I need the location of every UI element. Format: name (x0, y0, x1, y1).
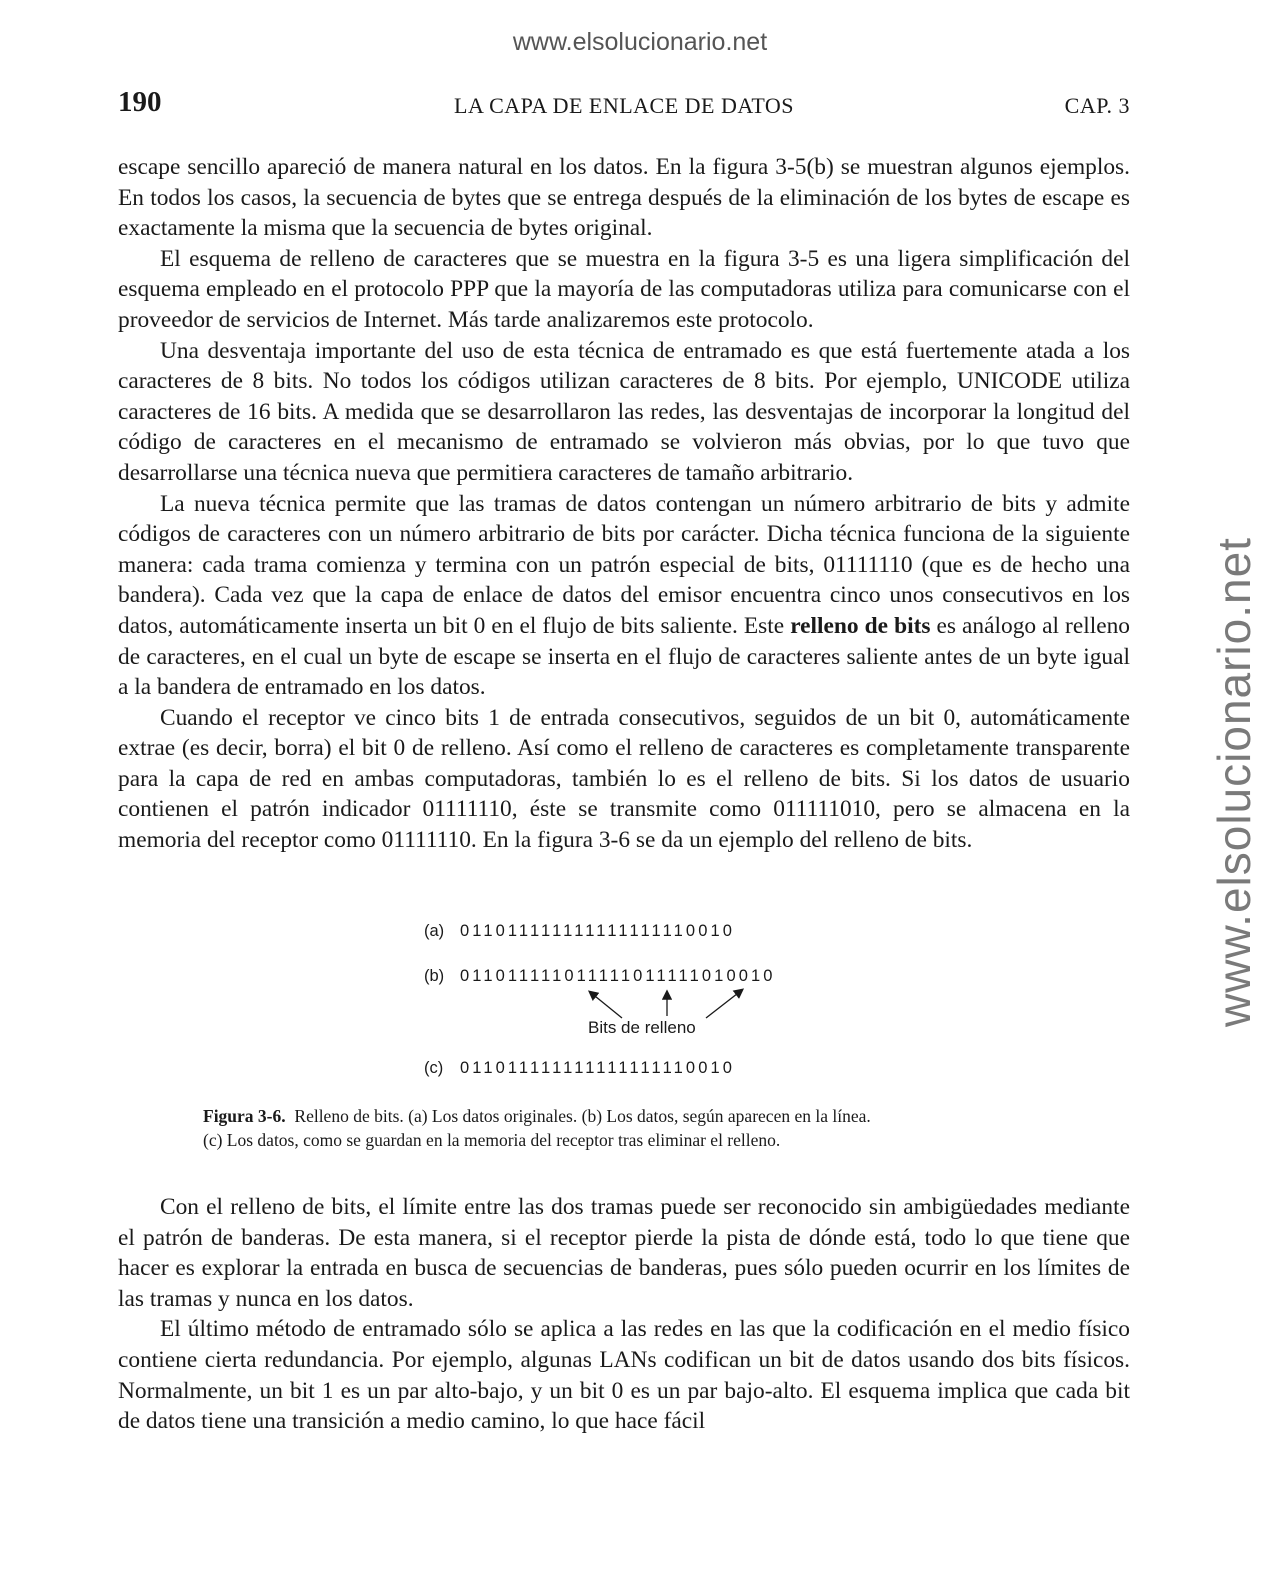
row-b-label: (b) (424, 967, 445, 985)
arrow-left (590, 992, 622, 1018)
row-b-bits: 011011111011111011111010010 (460, 967, 776, 985)
paragraph-7: El último método de entramado sólo se aplica a las redes en las que la codificación en el medio físico contiene cierta redundancia. Por ejemplo, algunas LANs codifican un bit de datos usando dos bits físicos. Normalmente, un bit 1 es un par alto-bajo, y un bit 0 es un par bajo-alto. El esquema implica que cada bit de datos tiene una transición a medio camino, lo que hace fácil (118, 1316, 1130, 1435)
watermark-side: www.elsolucionario.net (1208, 537, 1260, 1027)
caption-line-1 (203, 1104, 1083, 1128)
row-a-label: (a) (424, 922, 445, 940)
stuffed-bits-label: Bits de relleno (588, 1018, 696, 1037)
chapter-number: CAP. 3 (1064, 93, 1130, 118)
caption-figure-number: Figura 3-6. (203, 1106, 286, 1126)
paragraph-6: Con el relleno de bits, el límite entre las dos tramas puede ser reconocido sin ambigüedades mediante el patrón de banderas. De esta manera, si el receptor pierde la pista de dónde está, todo lo que tiene que hacer es explorar la entrada en busca de secuencias de banderas, pues sólo pueden ocurrir en los límites de las tramas y nunca en los datos. (118, 1194, 1130, 1312)
paragraph-4-end: es análogo al relleno de caracteres, en el cual un byte de escape se inserta en el flujo de caracteres saliente antes de un byte igual a la bandera de entramado en los datos. (118, 612, 1130, 701)
paragraph-4-start: La nueva técnica permite que las tramas de datos contengan un número arbitrario de bits y admite códigos de caracteres con un número arbitrario de bits por carácter. Dicha técnica funciona de la siguiente manera: cada trama comienza y termina con un patrón especial de bits, 01111110 (que es de hecho una bandera). Cada vez que la capa de enlace de datos del emisor encuentra cinco unos consecutivos en los datos, automáticamente inserta un bit 0 en el flujo de bits saliente. Este (118, 490, 1130, 639)
page-number: 190 (118, 86, 162, 118)
caption-line-2: (c) Los datos, como se guardan en la memoria del receptor tras eliminar el relleno. (203, 1130, 781, 1150)
figure-3-6 (424, 918, 864, 1090)
arrow-right (706, 990, 742, 1018)
figure-row-c (424, 1059, 735, 1078)
paragraph-5: Cuando el receptor ve cinco bits 1 de entrada consecutivos, seguidos de un bit 0, automáticamente extrae (es decir, borra) el bit 0 de relleno. Así como el relleno de caracteres es completamente transparente para la capa de red en ambas computadoras, también lo es el relleno de bits. Si los datos de usuario contienen el patrón indicador 01111110, éste se transmite como 011111010, pero se almacena en la memoria del receptor como 01111110. En la figura 3-6 se da un ejemplo del relleno de bits. (118, 704, 1130, 854)
running-head (118, 86, 1130, 126)
paragraph-1: escape sencillo apareció de manera natural en los datos. En la figura 3-5(b) se muestran algunos ejemplos. En todos los casos, la secuencia de bytes que se entrega después de la eliminación de los bytes de escape es exactamente la misma que la secuencia de bytes original. (118, 154, 1130, 242)
figure-caption (203, 1104, 1083, 1152)
row-c-bits: 011011111111111111110010 (460, 1059, 736, 1077)
bit-stuffing-term: relleno de bits (790, 612, 931, 639)
body-text-bottom (118, 1192, 1130, 1437)
paragraph-3: Una desventaja importante del uso de esta técnica de entramado es que está fuertemente atada a los caracteres de 8 bits. No todos los códigos utilizan caracteres de 8 bits. Por ejemplo, UNICODE utiliza caracteres de 16 bits. A medida que se desarrollaron las redes, las desventajas de incorporar la longitud del código de caracteres en el mecanismo de entramado se volvieron más obvias, por lo que tuvo que desarrollarse una técnica nueva que permitiera caracteres de tamaño arbitrario. (118, 337, 1130, 486)
row-a-bits: 011011111111111111110010 (460, 922, 736, 940)
paragraph-4 (118, 489, 1130, 703)
paragraph-2: El esquema de relleno de caracteres que se muestra en la figura 3-5 es una ligera simplificación del esquema empleado en el protocolo PPP que la mayoría de las computadoras utiliza para comunicarse con el proveedor de servicios de Internet. Más tarde analizaremos este protocolo. (118, 245, 1130, 333)
row-c-label: (c) (424, 1059, 444, 1077)
watermark-top: www.elsolucionario.net (512, 28, 768, 56)
caption-text-1: Relleno de bits. (a) Los datos originales. (b) Los datos, según aparecen en la línea. (294, 1106, 871, 1126)
chapter-title: LA CAPA DE ENLACE DE DATOS (454, 93, 794, 118)
body-text-top (118, 152, 1130, 856)
